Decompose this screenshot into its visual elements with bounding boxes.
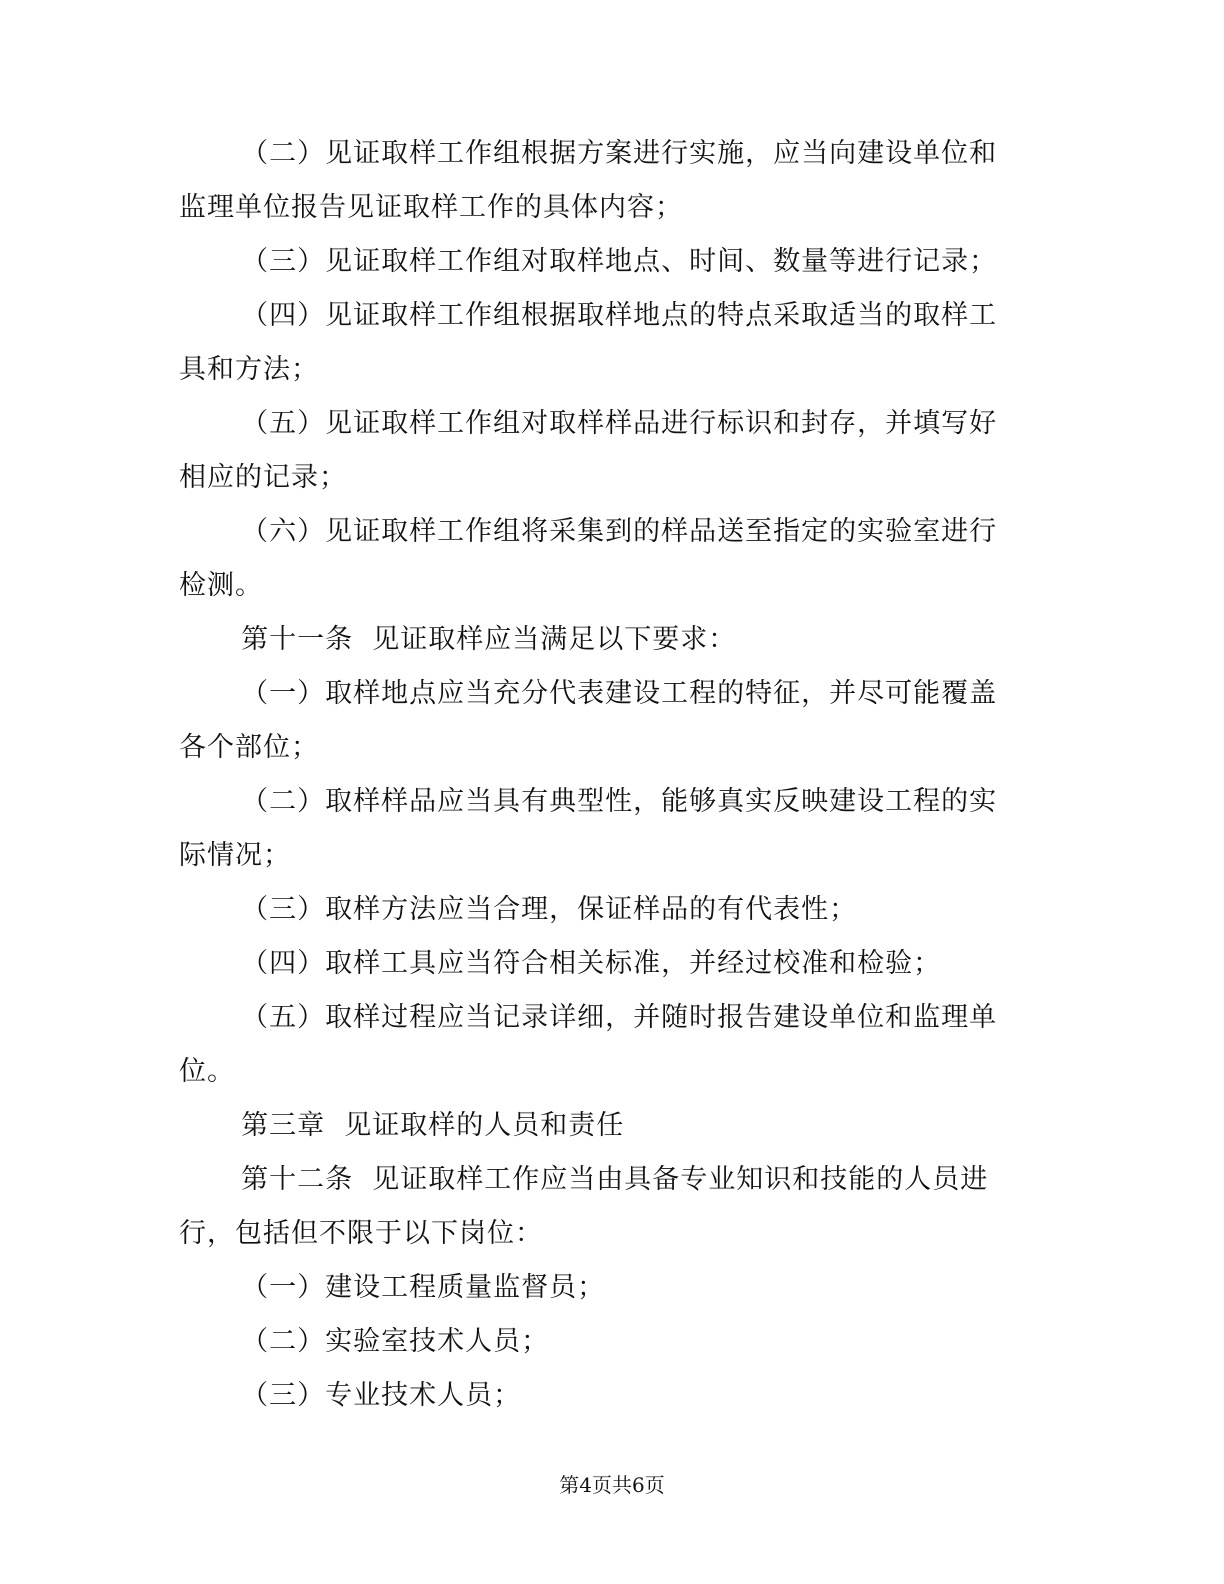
paragraph-4: （五）见证取样工作组对取样样品进行标识和封存，并填写好相应的记录； bbox=[179, 408, 998, 493]
paragraph-7: （一）取样地点应当充分代表建设工程的特征，并尽可能覆盖各个部位； bbox=[179, 678, 998, 763]
article-12-paragraph: 第十二条 见证取样工作应当由具备专业知识和技能的人员进行，包括但不限于以下岗位： bbox=[179, 1164, 989, 1249]
article-11-heading: 第十一条 见证取样应当满足以下要求： bbox=[241, 624, 737, 655]
paragraph-10: （四）取样工具应当符合相关标准，并经过校准和检验； bbox=[241, 948, 942, 979]
page-number-footer: 第4页共6页 bbox=[559, 1473, 665, 1497]
paragraph-15: （二）实验室技术人员； bbox=[241, 1326, 550, 1357]
document-body bbox=[179, 127, 1021, 1423]
paragraph-8: （二）取样样品应当具有典型性，能够真实反映建设工程的实际情况； bbox=[179, 786, 998, 871]
paragraph-11: （五）取样过程应当记录详细，并随时报告建设单位和监理单位。 bbox=[179, 1002, 998, 1087]
paragraph-5: （六）见证取样工作组将采集到的样品送至指定的实验室进行检测。 bbox=[179, 516, 998, 601]
paragraph-2: （三）见证取样工作组对取样地点、时间、数量等进行记录； bbox=[241, 246, 998, 277]
chapter-3-heading: 第三章 见证取样的人员和责任 bbox=[241, 1110, 625, 1141]
paragraph-14: （一）建设工程质量监督员； bbox=[241, 1272, 606, 1303]
paragraph-16: （三）专业技术人员； bbox=[241, 1380, 522, 1411]
paragraph-9: （三）取样方法应当合理，保证样品的有代表性； bbox=[241, 894, 858, 925]
paragraph-3: （四）见证取样工作组根据取样地点的特点采取适当的取样工具和方法； bbox=[179, 300, 998, 385]
paragraph-1: （二）见证取样工作组根据方案进行实施，应当向建设单位和监理单位报告见证取样工作的具体内容； bbox=[179, 138, 998, 223]
